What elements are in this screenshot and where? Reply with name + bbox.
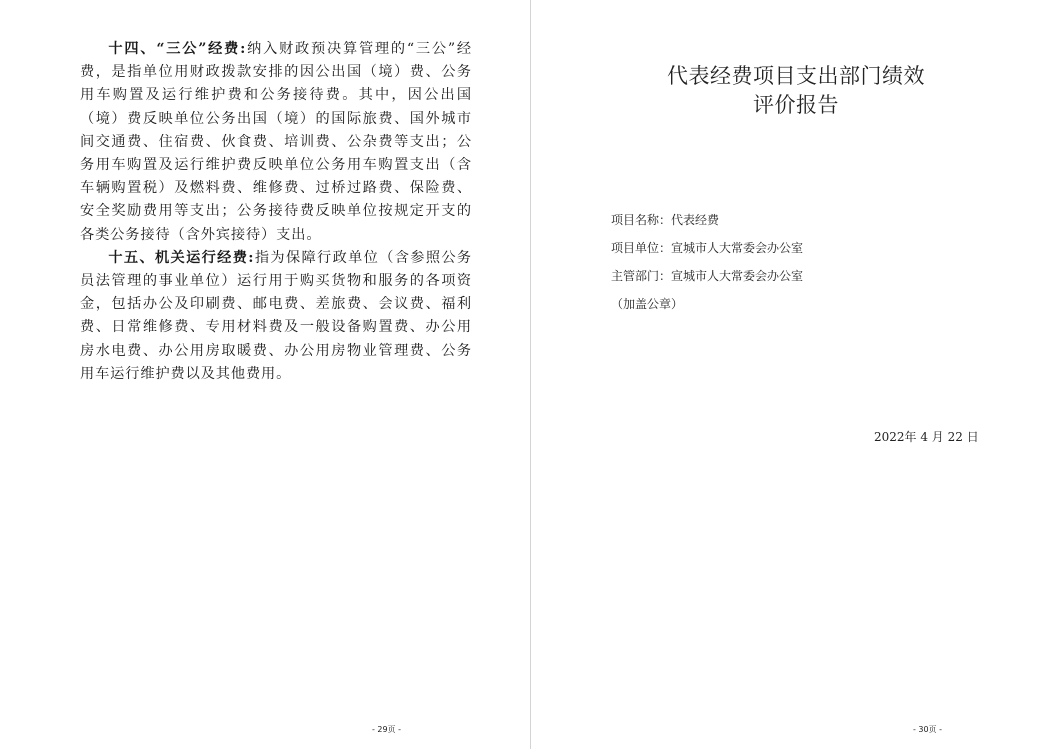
paragraph-15-body: 指为保障行政单位（含参照公务员法管理的事业单位）运行用于购买货物和服务的各项资金，包括办公及印刷费、邮电费、差旅费、会议费、福利费、日常维修费、专用材料费及一般设备购置费、办公用房水电费、办公用房取暖费、办公用房物业管理费、公务用车运行维护费以及其他费用。 xyxy=(80,249,472,382)
paragraph-15 xyxy=(80,247,472,386)
paragraph-14-body: 纳入财政预决算管理的“三公”经费，是指单位用财政拨款安排的因公出国（境）费、公务用车购置及运行维护费和公务接待费。其中，因公出国（境）费反映单位公务出国（境）的国际旅费、国外城市间交通费、住宿费、伙食费、培训费、公杂费等支出；公务用车购置及运行维护费反映单位公务用车购置支出（含车辆购置税）及燃料费、维修费、过桥过路费、保险费、安全奖励费用等支出；公务接待费反映单位按规定开支的各类公务接待（含外宾接待）支出。 xyxy=(80,41,472,243)
report-title xyxy=(531,62,1061,120)
supervising-department: 主管部门：宣城市人大常委会办公室 xyxy=(611,269,804,283)
paragraph-14 xyxy=(80,38,472,247)
glossary-text xyxy=(80,38,472,386)
project-unit: 项目单位：宣城市人大常委会办公室 xyxy=(611,241,804,255)
report-title-line-1: 代表经费项目支出部门绩效 xyxy=(667,64,925,88)
page-number-29: - 29页 - xyxy=(372,725,402,734)
report-title-line-2: 评价报告 xyxy=(753,93,839,117)
paragraph-15-heading: 十五、机关运行经费: xyxy=(108,249,255,266)
page-30 xyxy=(531,0,1061,749)
report-date: 2022年 4 月 22 日 xyxy=(874,430,979,444)
paragraph-14-heading: 十四、“三公”经费: xyxy=(108,41,247,57)
project-name: 项目名称：代表经费 xyxy=(611,213,720,227)
page-number-30: - 30页 - xyxy=(913,725,943,734)
seal-note: （加盖公章） xyxy=(611,297,684,311)
project-info xyxy=(611,206,803,318)
